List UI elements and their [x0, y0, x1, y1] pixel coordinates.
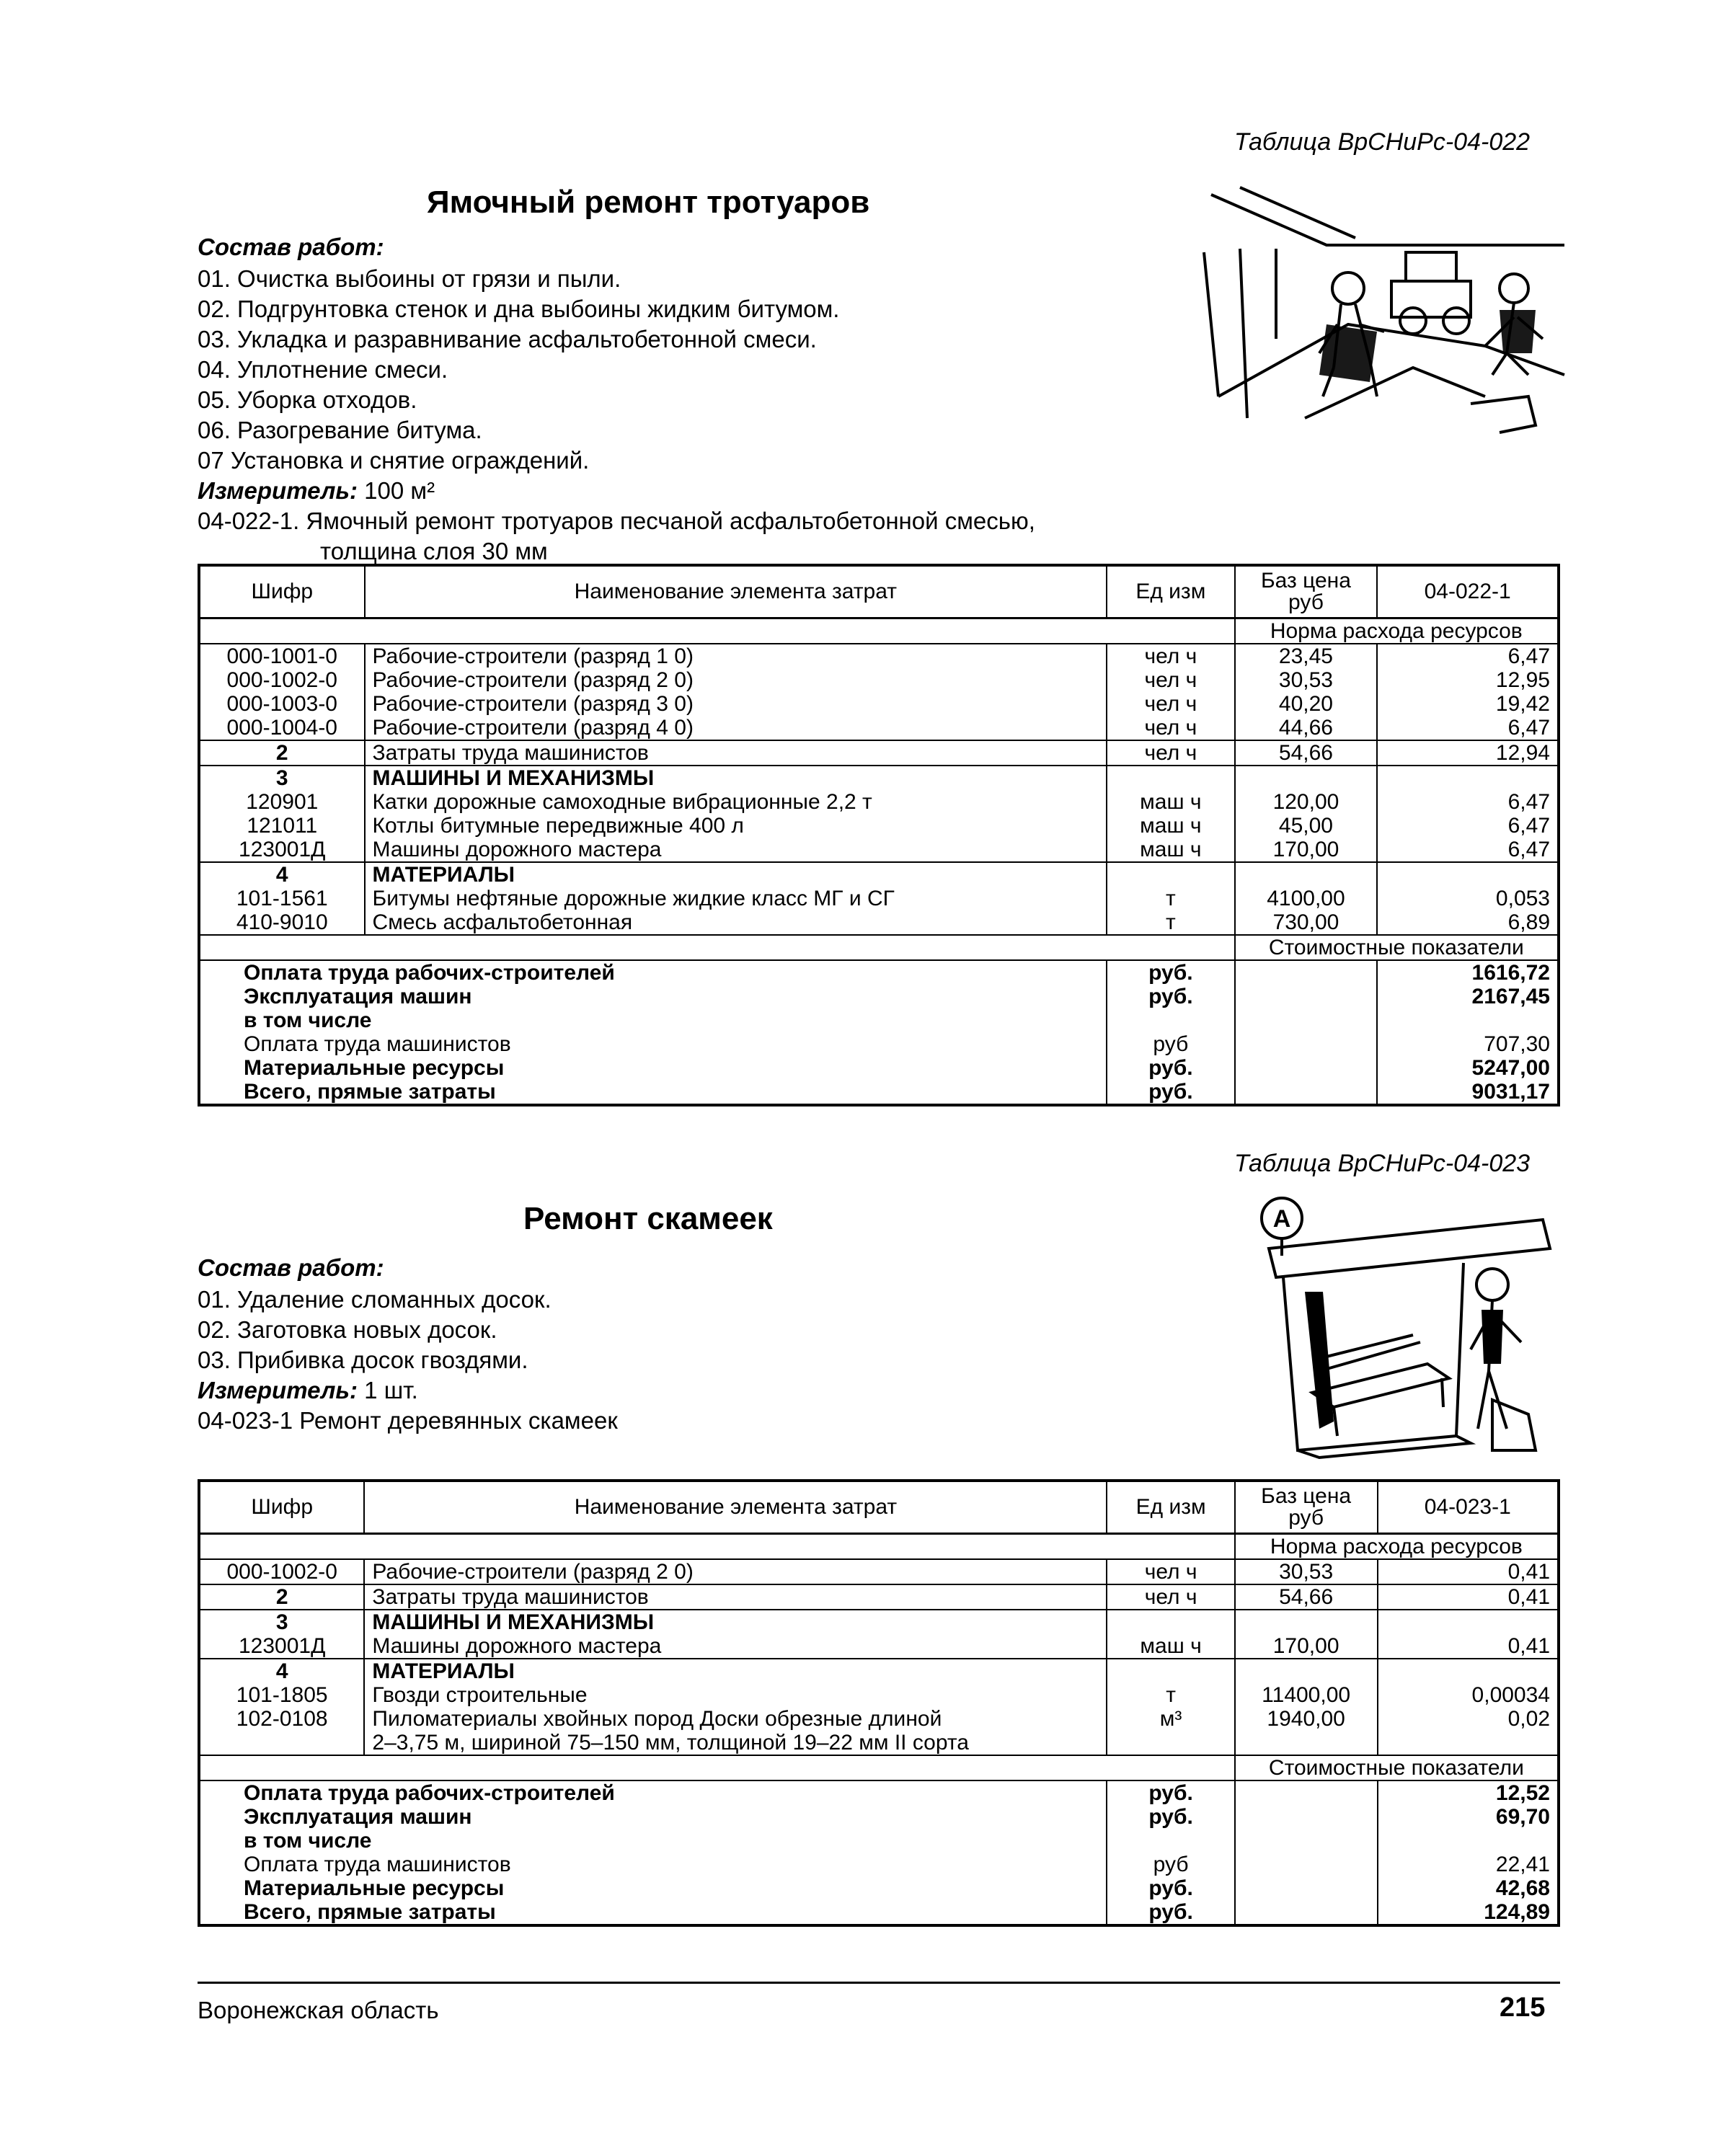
table-row: [199, 668, 1559, 692]
summary-value: 42,68: [1495, 1876, 1550, 1900]
price-cell: 4100,00: [1235, 887, 1378, 910]
value-cell: 0,00034: [1471, 1683, 1550, 1707]
road-repair-illustration: [1197, 180, 1572, 447]
code-cell: 410-9010: [199, 910, 365, 935]
code-cell: 123001Д: [199, 1634, 364, 1659]
work-step: 02. Заготовка новых досок.: [198, 1316, 497, 1343]
price-cell: 23,45: [1235, 644, 1378, 668]
code-cell: 123001Д: [199, 838, 365, 862]
group-name-cell: МАТЕРИАЛЫ: [365, 862, 1107, 887]
summary-unit: руб.: [1107, 1805, 1234, 1829]
summary-name: Эксплуатация машин: [199, 985, 1107, 1008]
code-cell: 2: [199, 1584, 364, 1610]
value-cell: 6,47: [1377, 838, 1559, 862]
norm-label: Норма расхода ресурсов: [1235, 618, 1559, 644]
summary-unit: руб: [1107, 1853, 1234, 1876]
col-header: Ед изм: [1107, 1481, 1234, 1534]
summary-row: [199, 1900, 1559, 1925]
work-steps: [198, 264, 1035, 567]
illustration-letter: A: [1272, 1205, 1291, 1233]
name-cell: Пиломатериалы хвойных пород Доски обрезные длиной: [364, 1707, 1107, 1731]
group-row: [199, 1659, 1559, 1683]
norm-header-row: [199, 618, 1559, 644]
table-row: [199, 644, 1559, 668]
table-label: Таблица ВрСНиРс-04-023: [1234, 1150, 1531, 1177]
work-step: 03. Прибивка досок гвоздями.: [198, 1347, 528, 1373]
table-row: [199, 887, 1559, 910]
price-cell: 54,66: [1235, 740, 1378, 766]
code-cell: 3: [199, 1610, 364, 1634]
value-cell: 6,47: [1507, 790, 1550, 814]
col-header: Наименование элемента затрат: [365, 565, 1107, 618]
code-cell: 4: [199, 1659, 364, 1683]
summary-name: Материальные ресурсы: [199, 1056, 1107, 1080]
table-label: Таблица ВрСНиРс-04-022: [1234, 128, 1531, 156]
code-cell: 000-1002-0: [199, 1559, 364, 1584]
price-cell: 54,66: [1235, 1584, 1378, 1610]
value-cell: 0,053: [1495, 887, 1550, 910]
price-cell: 170,00: [1235, 1634, 1378, 1659]
unit-cell: чел ч: [1107, 740, 1234, 766]
summary-row: [199, 1032, 1559, 1056]
section-title: Ямочный ремонт тротуаров: [427, 185, 870, 220]
summary-unit: руб.: [1107, 1780, 1234, 1805]
summary-unit: руб: [1107, 1032, 1234, 1056]
summary-row: [199, 1780, 1559, 1805]
work-step: 01. Удаление сломанных досок.: [198, 1286, 552, 1313]
code-cell: 4: [199, 862, 365, 887]
work-step: 07 Установка и снятие ограждений.: [198, 447, 590, 474]
summary-value: 1616,72: [1471, 961, 1550, 985]
group-name-cell: МАШИНЫ И МЕХАНИЗМЫ: [364, 1610, 1107, 1634]
table-row: [199, 716, 1559, 740]
group-name-cell: МАШИНЫ И МЕХАНИЗМЫ: [365, 766, 1107, 790]
code-cell: 101-1805: [199, 1683, 364, 1707]
group-row: [199, 862, 1559, 887]
name-cell: Рабочие-строители (разряд 2 0): [364, 1559, 1107, 1584]
norm-label: Норма расхода ресурсов: [1235, 1534, 1559, 1560]
code-cell: [199, 1731, 364, 1755]
code-cell: 121011: [199, 814, 365, 838]
cost-table: [198, 1479, 1560, 1927]
summary-value: 2167,45: [1471, 985, 1550, 1008]
name-cell: Машины дорожного мастера: [364, 1634, 1107, 1659]
code-cell: 101-1561: [199, 887, 365, 910]
summary-unit: руб.: [1107, 960, 1234, 985]
value-cell: 19,42: [1495, 692, 1550, 716]
table-row: [199, 1584, 1559, 1610]
value-cell: 0,41: [1378, 1584, 1559, 1610]
summary-value: 12,52: [1495, 1781, 1550, 1805]
col-header: Шифр: [199, 1481, 364, 1534]
summary-row: [199, 985, 1559, 1008]
value-cell: 6,89: [1507, 910, 1550, 934]
unit-cell: чел ч: [1107, 716, 1234, 740]
group-row: [199, 1610, 1559, 1634]
name-cell: 2–3,75 м, шириной 75–150 мм, толщиной 19–22 мм II сорта: [364, 1731, 1107, 1755]
col-header: Баз цена руб: [1235, 565, 1378, 618]
summary-name: в том числе: [199, 1829, 1107, 1853]
table-row: [199, 740, 1559, 766]
value-cell: 12,95: [1495, 668, 1550, 692]
measure-label: Измеритель:: [198, 1377, 358, 1403]
summary-unit: руб.: [1107, 1876, 1234, 1900]
work-step: 01. Очистка выбоины от грязи и пыли.: [198, 265, 621, 292]
footer-divider: [198, 1982, 1560, 1984]
code-cell: 000-1002-0: [199, 668, 365, 692]
code-cell: 000-1001-0: [199, 644, 365, 668]
unit-cell: маш ч: [1107, 790, 1234, 814]
col-header: Ед изм: [1107, 565, 1234, 618]
summary-value: 5247,00: [1471, 1056, 1550, 1080]
code-cell: 3: [199, 766, 365, 790]
summary-row: [199, 1056, 1559, 1080]
section-title: Ремонт скамеек: [523, 1201, 773, 1236]
table-row: [199, 814, 1559, 838]
col-header: 04-022-1: [1377, 565, 1559, 618]
work-step: 02. Подгрунтовка стенок и дна выбоины жидким битумом.: [198, 296, 840, 322]
unit-cell: чел ч: [1107, 644, 1234, 668]
table-row: [199, 1683, 1559, 1707]
price-cell: 40,20: [1235, 692, 1378, 716]
table-row: [199, 1559, 1559, 1584]
table-row: [199, 1707, 1559, 1731]
summary-row: [199, 1080, 1559, 1105]
price-cell: 120,00: [1235, 790, 1378, 814]
value-cell: 6,47: [1507, 814, 1550, 838]
summary-name: в том числе: [199, 1008, 1107, 1032]
table-row: [199, 1731, 1559, 1755]
price-cell: 1940,00: [1235, 1707, 1378, 1731]
table-row: [199, 790, 1559, 814]
col-header: Баз цена руб: [1235, 1481, 1378, 1534]
col-header: Шифр: [199, 565, 365, 618]
table-row: [199, 838, 1559, 862]
measure-line: [198, 476, 1035, 506]
unit-cell: чел ч: [1107, 1559, 1234, 1584]
price-cell: 44,66: [1235, 716, 1378, 740]
summary-row: [199, 1829, 1559, 1853]
table-row: [199, 692, 1559, 716]
table-header: [199, 565, 1559, 618]
price-cell: 30,53: [1235, 1559, 1378, 1584]
unit-cell: м³: [1107, 1707, 1234, 1731]
value-cell: 0,02: [1507, 1707, 1550, 1731]
measure-label: Измеритель:: [198, 477, 358, 504]
cost-label: Стоимостные показатели: [1235, 1755, 1559, 1780]
item-title: 04-023-1 Ремонт деревянных скамеек: [198, 1407, 618, 1434]
table-header: [199, 1481, 1559, 1534]
summary-name: Материальные ресурсы: [199, 1876, 1107, 1900]
work-step: 03. Укладка и разравнивание асфальтобетонной смеси.: [198, 326, 817, 352]
cost-header-row: [199, 1755, 1559, 1780]
item-title-cont: толщина слоя 30 мм: [320, 538, 548, 564]
code-cell: 120901: [199, 790, 365, 814]
summary-name: Оплата труда рабочих-строителей: [199, 960, 1107, 985]
code-cell: 000-1004-0: [199, 716, 365, 740]
unit-cell: т: [1107, 910, 1234, 935]
cost-table: [198, 564, 1560, 1106]
work-step: 05. Уборка отходов.: [198, 386, 417, 413]
code-cell: 2: [199, 740, 365, 766]
unit-cell: т: [1107, 1683, 1234, 1707]
summary-row: [199, 960, 1559, 985]
summary-unit: руб.: [1107, 985, 1234, 1008]
name-cell: Катки дорожные самоходные вибрационные 2,2 т: [365, 790, 1107, 814]
price-cell: 730,00: [1235, 910, 1378, 935]
group-row: [199, 766, 1559, 790]
page-number: 215: [1500, 1992, 1546, 2023]
name-cell: Машины дорожного мастера: [365, 838, 1107, 862]
name-cell: Рабочие-строители (разряд 3 0): [365, 692, 1107, 716]
sostav-label: Состав работ:: [198, 1254, 384, 1281]
bench-repair-illustration: [1254, 1191, 1564, 1465]
summary-name: Всего, прямые затраты: [199, 1080, 1107, 1105]
norm-header-row: [199, 1534, 1559, 1560]
item-title: 04-022-1. Ямочный ремонт тротуаров песчаной асфальтобетонной смесью,: [198, 507, 1035, 534]
name-cell: Затраты труда машинистов: [364, 1584, 1107, 1610]
value-cell: 6,47: [1507, 644, 1550, 668]
measure-value: 1 шт.: [364, 1377, 418, 1403]
unit-cell: маш ч: [1107, 838, 1234, 862]
col-header: 04-023-1: [1378, 1481, 1559, 1534]
summary-value: 9031,17: [1471, 1080, 1550, 1104]
table-row: [199, 910, 1559, 935]
summary-row: [199, 1805, 1559, 1829]
name-cell: Рабочие-строители (разряд 1 0): [365, 644, 1107, 668]
price-cell: 30,53: [1235, 668, 1378, 692]
code-cell: 000-1003-0: [199, 692, 365, 716]
cost-label: Стоимостные показатели: [1235, 935, 1559, 960]
summary-row: [199, 1876, 1559, 1900]
measure-line: [198, 1375, 618, 1406]
summary-unit: руб.: [1107, 1080, 1234, 1105]
code-cell: 102-0108: [199, 1707, 364, 1731]
price-cell: 45,00: [1235, 814, 1378, 838]
value-cell: 0,41: [1378, 1634, 1559, 1659]
sostav-label: Состав работ:: [198, 234, 384, 260]
summary-row: [199, 1008, 1559, 1032]
summary-name: Эксплуатация машин: [199, 1805, 1107, 1829]
name-cell: Гвозди строительные: [364, 1683, 1107, 1707]
summary-name: Всего, прямые затраты: [199, 1900, 1107, 1925]
summary-value: 69,70: [1495, 1805, 1550, 1829]
measure-value: 100 м²: [364, 477, 435, 504]
unit-cell: чел ч: [1107, 668, 1234, 692]
col-header: Наименование элемента затрат: [364, 1481, 1107, 1534]
group-name-cell: МАТЕРИАЛЫ: [364, 1659, 1107, 1683]
work-step: 04. Уплотнение смеси.: [198, 356, 448, 383]
value-cell: 12,94: [1377, 740, 1559, 766]
cost-header-row: [199, 935, 1559, 960]
summary-name: Оплата труда машинистов: [199, 1853, 1107, 1876]
summary-row: [199, 1853, 1559, 1876]
unit-cell: маш ч: [1107, 1634, 1234, 1659]
work-steps: [198, 1285, 618, 1436]
work-step: 06. Разогревание битума.: [198, 417, 482, 443]
summary-name: Оплата труда машинистов: [199, 1032, 1107, 1056]
name-cell: Котлы битумные передвижные 400 л: [365, 814, 1107, 838]
table-row: [199, 1634, 1559, 1659]
unit-cell: чел ч: [1107, 692, 1234, 716]
summary-name: Оплата труда рабочих-строителей: [199, 1780, 1107, 1805]
summary-unit: руб.: [1107, 1056, 1234, 1080]
unit-cell: т: [1107, 887, 1234, 910]
name-cell: Рабочие-строители (разряд 4 0): [365, 716, 1107, 740]
summary-value: 22,41: [1495, 1853, 1550, 1876]
price-cell: 11400,00: [1235, 1683, 1378, 1707]
unit-cell: чел ч: [1107, 1584, 1234, 1610]
summary-value: 707,30: [1484, 1032, 1550, 1056]
name-cell: Битумы нефтяные дорожные жидкие класс МГ и СГ: [365, 887, 1107, 910]
footer-region: Воронежская область: [198, 1997, 439, 2023]
value-cell: 6,47: [1377, 716, 1559, 740]
price-cell: 170,00: [1235, 838, 1378, 862]
summary-value: 124,89: [1484, 1900, 1550, 1924]
name-cell: Затраты труда машинистов: [365, 740, 1107, 766]
summary-unit: руб.: [1107, 1900, 1234, 1925]
name-cell: Рабочие-строители (разряд 2 0): [365, 668, 1107, 692]
name-cell: Смесь асфальтобетонная: [365, 910, 1107, 935]
unit-cell: маш ч: [1107, 814, 1234, 838]
value-cell: 0,41: [1378, 1559, 1559, 1584]
